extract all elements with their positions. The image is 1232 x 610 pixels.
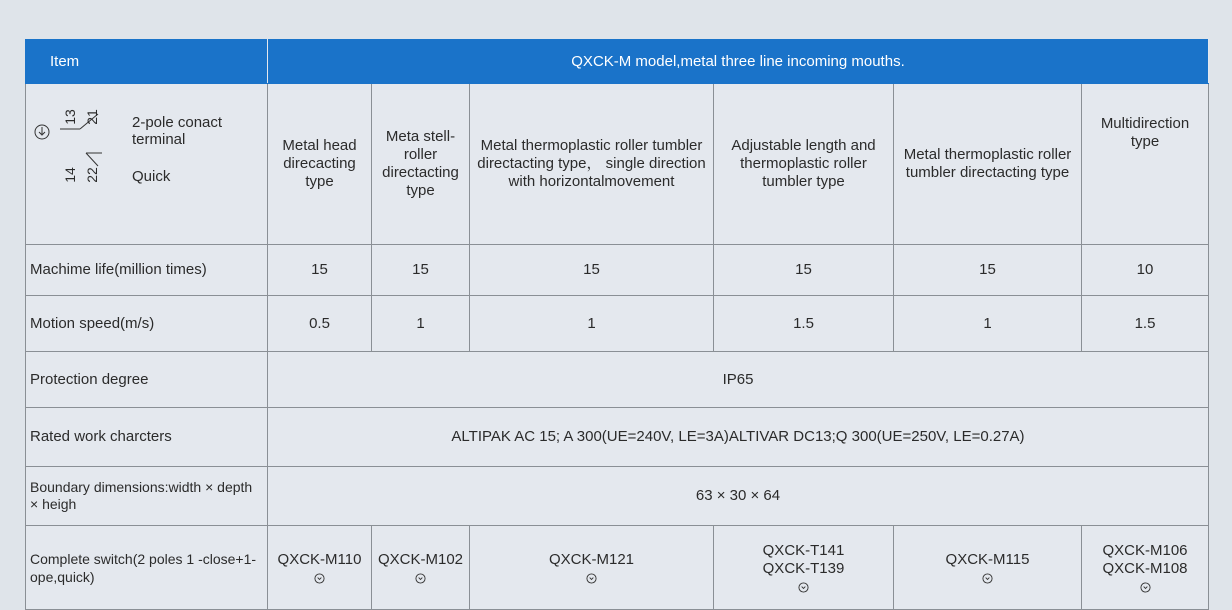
life-col-6: 10	[1082, 245, 1209, 296]
spec-table	[25, 39, 1209, 610]
positive-opening-icon	[798, 582, 809, 593]
switch-col-2	[372, 526, 470, 610]
type-col-5: Metal thermoplastic roller tumbler directacting type	[894, 84, 1082, 245]
switch-col-6	[1082, 526, 1209, 610]
switch-row	[26, 526, 1209, 610]
rated-row	[26, 408, 1209, 467]
speed-col-6: 1.5	[1082, 296, 1209, 352]
model-name: QXCK-M108	[1102, 560, 1188, 577]
positive-opening-icon	[314, 573, 325, 584]
positive-opening-icon	[982, 573, 993, 584]
type-col-6: Multidirection type	[1082, 84, 1209, 245]
positive-opening-icon	[586, 573, 597, 584]
model-name: QXCK-M102	[377, 551, 464, 568]
life-col-1: 15	[268, 245, 372, 296]
dimensions-row	[26, 467, 1209, 526]
type-row	[26, 84, 1209, 245]
terminal-line1: 2-pole conact	[132, 114, 223, 131]
protection-row	[26, 352, 1209, 408]
speed-col-5: 1	[894, 296, 1082, 352]
header-row	[26, 40, 1209, 84]
terminal-label-21: 21	[83, 109, 100, 125]
speed-label: Motion speed(m/s)	[26, 296, 268, 352]
header-item: Item	[26, 40, 268, 84]
model-name: QXCK-M115	[945, 551, 1030, 568]
model-name: QXCK-M121	[548, 551, 635, 568]
life-label: Machime life(million times)	[26, 245, 268, 296]
terminal-label-22: 22	[83, 167, 100, 183]
type-col-1: Metal head direcacting type	[268, 84, 372, 245]
speed-col-2: 1	[372, 296, 470, 352]
rated-value: ALTIPAK AC 15; A 300(UE=240V, LE=3A)ALTIVAR DC13;Q 300(UE=250V, LE=0.27A)	[268, 408, 1209, 467]
model-name: QXCK-T139	[762, 560, 845, 577]
rated-label: Rated work charcters	[26, 408, 268, 467]
model-name: QXCK-M106	[1102, 542, 1188, 559]
terminal-quick: Quick	[132, 168, 171, 185]
protection-value: IP65	[268, 352, 1209, 408]
type-col-4: Adjustable length and thermoplastic roller tumbler type	[714, 84, 894, 245]
terminal-label-14: 14	[61, 167, 78, 183]
positive-opening-icon	[1140, 582, 1151, 593]
type-col-3: Metal thermoplastic roller tumbler directacting type， single direction with horizontalmovement	[470, 84, 714, 245]
spec-table-container	[25, 39, 1208, 610]
speed-col-3: 1	[470, 296, 714, 352]
type-col-2: Meta stell-roller directacting type	[372, 84, 470, 245]
dimensions-label: Boundary dimensions:width × depth × heigh	[26, 467, 268, 526]
positive-opening-icon	[415, 573, 426, 584]
protection-label: Protection degree	[26, 352, 268, 408]
life-col-5: 15	[894, 245, 1082, 296]
terminal-line2: terminal	[132, 131, 186, 148]
header-title: QXCK-M model,metal three line incoming mouths.	[268, 40, 1209, 84]
life-col-2: 15	[372, 245, 470, 296]
switch-col-1	[268, 526, 372, 610]
switch-col-3	[470, 526, 714, 610]
terminal-label-13: 13	[61, 109, 78, 125]
speed-col-1: 0.5	[268, 296, 372, 352]
switch-label: Complete switch(2 poles 1 -close+1-ope,quick)	[26, 526, 268, 610]
switch-col-4	[714, 526, 894, 610]
speed-row	[26, 296, 1209, 352]
model-name: QXCK-T141	[762, 542, 845, 559]
life-col-3: 15	[470, 245, 714, 296]
life-col-4: 15	[714, 245, 894, 296]
terminal-cell	[26, 84, 268, 245]
switch-col-5	[894, 526, 1082, 610]
dimensions-value: 63 × 30 × 64	[268, 467, 1209, 526]
life-row	[26, 245, 1209, 296]
model-name: QXCK-M110	[277, 551, 362, 568]
speed-col-4: 1.5	[714, 296, 894, 352]
terminal-description	[132, 114, 222, 148]
